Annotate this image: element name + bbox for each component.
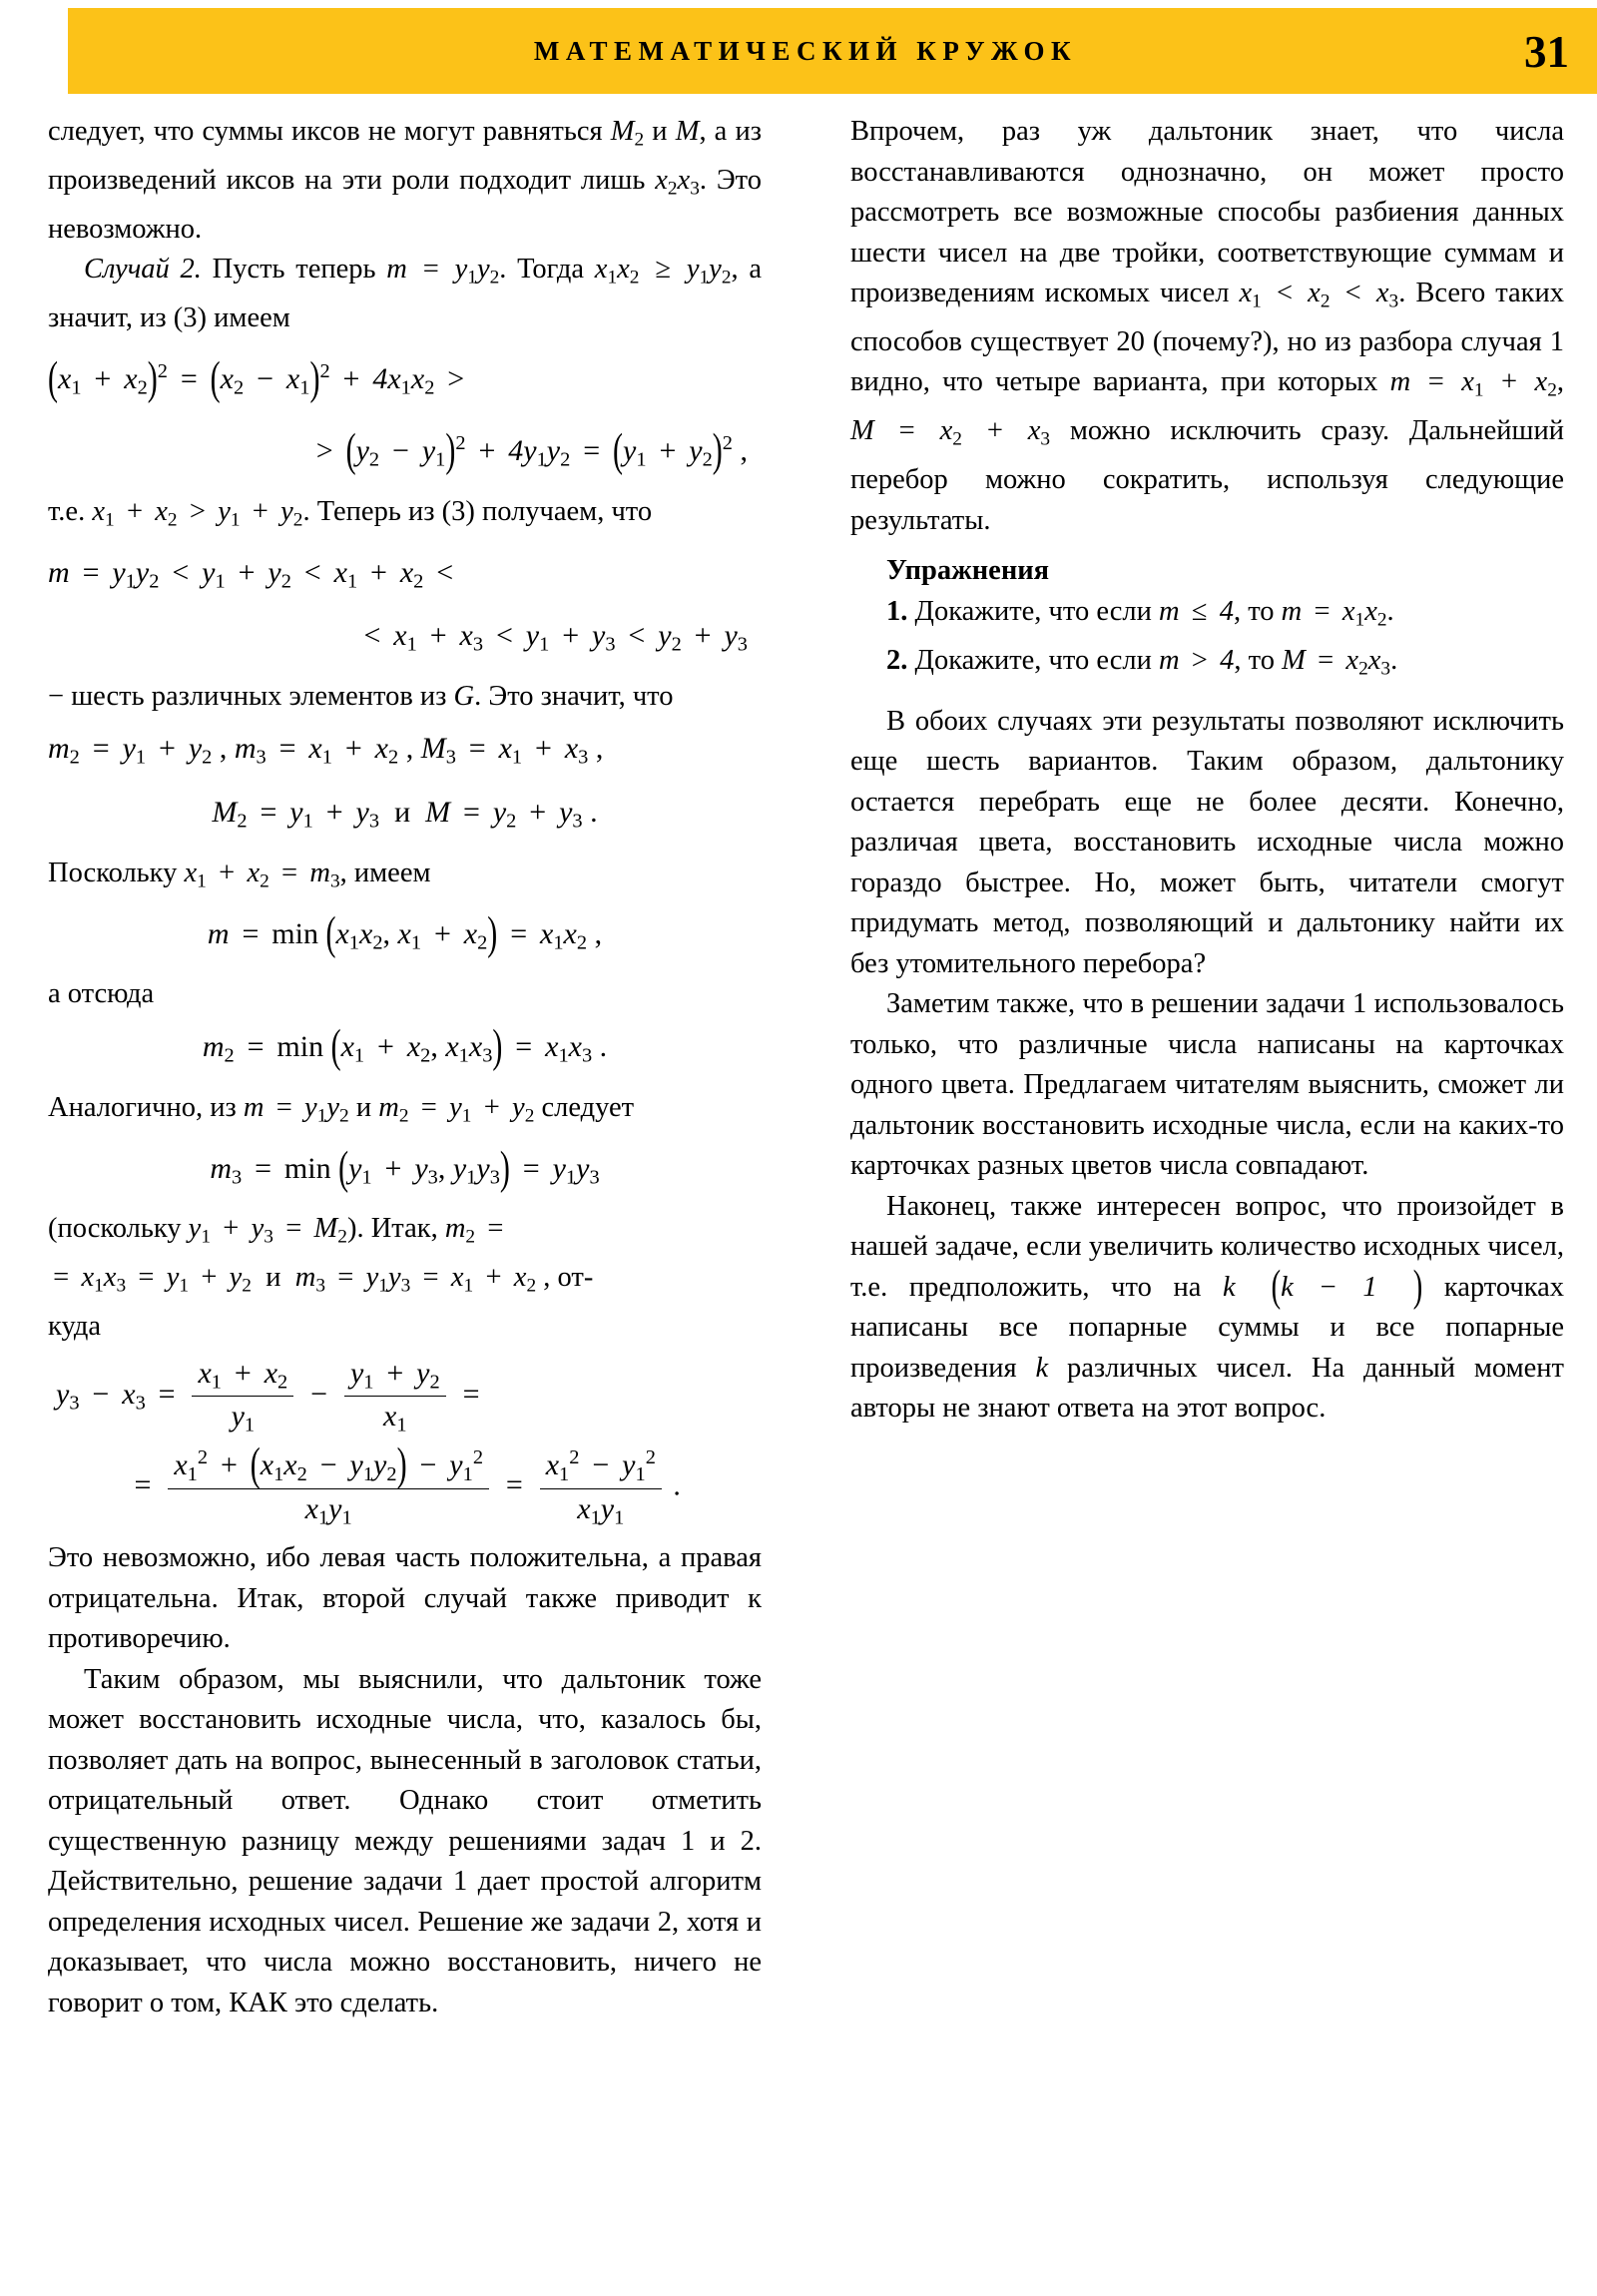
text-run: (поскольку xyxy=(48,1213,182,1245)
equation-min-m: $m = \min (x_1x_2$, $x_1 + x_2) = x_1x_2$ , xyxy=(207,907,603,959)
fraction-numerator: $x_1 + x_2$ xyxy=(192,1357,293,1398)
fraction-denominator: $x_1y_1$ xyxy=(304,1491,352,1529)
text-run: , а значит, из (3) имеем xyxy=(48,254,763,334)
text-run: и xyxy=(355,1091,372,1123)
math-m-eq-y1y2: $m = y_1y_2$ xyxy=(386,254,500,288)
math-k-k-minus-1: k (k − 1 ) xyxy=(1223,1262,1423,1311)
text-run: следует, что суммы иксов не могут равняться xyxy=(48,116,603,147)
exercise-item-2 xyxy=(850,641,1564,690)
math-x1-lt-x2-lt-x3: $x_1 < x_2 < x_3$ xyxy=(1239,278,1399,312)
paragraph-note: Заметим также, что в решении задачи 1 использовалось только, что различные числа написаны на карточках одного цвета. Предлагаем читателям выяснить, сможет ли дальтоник восстановить исходные числа, если на каких-то карточках разных цветов числа совпадают. xyxy=(850,988,1564,1182)
text-run: , а из произведений иксов на эти роли подходит лишь xyxy=(48,116,762,196)
equation-min-m2: $m_2 = \min (x_1 + x_2$, $x_1x_3) = x_1x_3$ . xyxy=(202,1020,608,1072)
text-run: , имеем xyxy=(339,857,431,888)
math-x1x2-ge-y1y2: $x_1x_2 \ge y_1y_2$ xyxy=(594,254,732,288)
fraction-numerator: $y_1 + y_2$ xyxy=(344,1357,446,1398)
paragraph-continuation xyxy=(48,112,762,250)
exercise-number: 1. xyxy=(886,595,908,627)
text-run: . Всего таких способов существует 20 (почему?), но из разбора случая 1 видно, что четыре варианта, при которых xyxy=(850,278,1565,398)
paragraph-itak: (поскольку $y_1 + y_3 = M_2$). Итак, $m_2$ = = $x_1x_3 = y_1 + y_2$ и $m_3 = y_1y_3 = x_1 + x_2$ , от- куда xyxy=(48,1213,594,1343)
fraction-denominator: $x_1$ xyxy=(383,1400,407,1436)
equation-fraction-line2: = $\frac{x_1^2 + (x_1x_2 - y_1y_2) - y_1^2}{x_1y_1}$ = $\frac{x_1^2 - y_1^2}{x_1y_1}$ . xyxy=(134,1438,681,1529)
math-M-eq-x2-plus-x3: $M = x_2 + x_3$ xyxy=(850,415,1051,450)
header-banner xyxy=(68,8,1597,94)
text-run: и xyxy=(644,116,676,147)
text-run: Впрочем, раз уж дальтоник знает, что числа восстанавливаются однозначно, он может просто рассмотреть все возможные способы разбиения данных шести чисел на две тройки, соответствующие суммам и произведениям искомых чисел xyxy=(850,116,1564,308)
text-run: − шесть различных элементов из xyxy=(48,680,447,712)
exercises-heading: Упражнения xyxy=(886,555,1050,587)
text-run: а отсюда xyxy=(48,978,155,1010)
paragraph-hence xyxy=(48,974,762,1015)
fraction-2 xyxy=(344,1357,446,1437)
text-run: Докажите, что если xyxy=(914,644,1152,676)
equation-fraction-line1: $y_3 - x_3$ = $\frac{x_1 + x_2}{y_1}$ − $\frac{y_1 + y_2}{x_1}$ = xyxy=(56,1356,480,1436)
text-run: куда xyxy=(48,1311,102,1343)
math-m-le-4: m ≤ 4 xyxy=(1158,595,1234,627)
fraction-numerator: $x_1^2 + (x_1x_2 - y_1y_2) - y_1^2$ xyxy=(168,1446,489,1489)
text-run: Докажите, что если xyxy=(914,595,1152,627)
text-run: . Тогда xyxy=(499,254,585,286)
text-run: , то xyxy=(1233,595,1275,627)
math-m-gt-4: m > 4 xyxy=(1158,644,1235,676)
paragraph-conclusion: Таким образом, мы выяснили, что дальтоник тоже может восстановить исходные числа, что, казалось бы, позволяет дать на вопрос, вынесенный в заголовок статьи, отрицательный ответ. Однако стоит отметить существенную разницу между решениями задач 1 и 2. Действительно, решение задачи 1 дает простой алгоритм определения исходных чисел. Решение же задачи 2, хотя и доказывает, что числа можно восстановить, ничего не говорит о том, КАК это сделать. xyxy=(48,1663,762,2018)
math-itak-line: = $x_1x_3 = y_1 + y_2$ xyxy=(53,1262,252,1297)
paragraph-analogously xyxy=(48,1088,762,1137)
math-M2: $M_2$ xyxy=(610,116,645,151)
exercise-item-1 xyxy=(850,592,1564,641)
page-title: МАТЕМАТИЧЕСКИЙ КРУЖОК xyxy=(533,36,1078,66)
text-run: Поскольку xyxy=(48,857,178,888)
text-run: Наконец, также интересен вопрос, что произойдет в нашей задаче, если увеличить количество исходных чисел, т.е. предположить, что на xyxy=(850,1190,1564,1303)
equation-chain-line2: < $x_1 + x_3 < y_1 + y_3 < y_2 + y_3$ xyxy=(363,619,748,656)
text-run: т.е. xyxy=(48,495,86,527)
text-run: . xyxy=(1390,644,1398,676)
text-run: Пусть теперь xyxy=(212,254,376,286)
math-y1y3-eq-M2: $y_1 + y_3 = M_2$ xyxy=(188,1213,347,1248)
math-m3-line: $m_3 = y_1y_3 = x_1 + x_2$ xyxy=(294,1262,537,1297)
paragraph-impossible: Это невозможно, ибо левая часть положительна, а правая отрицательна. Итак, второй случай также приводит к противоречию. xyxy=(48,1542,762,1655)
paragraph-finally xyxy=(850,1187,1564,1430)
text-run: следует xyxy=(541,1091,635,1123)
math-x1x2-gt-y1y2: $x_1 + x_2 > y_1 + y_2$ xyxy=(92,495,303,531)
math-k: k xyxy=(1035,1352,1049,1384)
paragraph-since xyxy=(48,854,762,902)
fraction-denominator: $x_1y_1$ xyxy=(577,1491,625,1529)
math-M-eq-x2x3: $M = x_2x_3$ xyxy=(1282,644,1391,680)
equation-1-line2: > $(y_2 - y_1)^2 + 4y_1y_2 = (y_1 + y_2)^2$ , xyxy=(315,424,748,476)
paragraph-six-elements xyxy=(48,677,762,718)
text-run: различных чисел. На данный момент авторы не знают ответа на этот вопрос. xyxy=(850,1352,1565,1425)
text-run: . xyxy=(1386,595,1394,627)
paragraph-both-cases: В обоих случаях эти результаты позволяют исключить еще шесть вариантов. Таким образом, дальтонику остается перебрать еще не более десяти. Конечно, различая цвета, восстановить исходные числа можно гораздо быстрее. Но, может быть, читатели смогут придумать метод, позволяющий и дальтонику найти их без утомительного перебора? xyxy=(850,705,1564,979)
fraction-numerator: $x_1^2 - y_1^2$ xyxy=(540,1446,662,1489)
left-column xyxy=(48,112,762,2023)
equation-min-m3: $m_3 = \min (y_1 + y_3$, $y_1y_3) = y_1y_3$ xyxy=(210,1142,600,1194)
math-m-eq-y1y2-b: $m = y_1y_2$ xyxy=(243,1091,349,1127)
fraction-1 xyxy=(192,1357,293,1437)
page-number: 31 xyxy=(1524,27,1569,77)
equation-chain-line1: $m = y_1y_2 < y_1 + y_2 < x_1 + x_2$ < xyxy=(48,555,454,593)
text-run: Аналогично, из xyxy=(48,1091,237,1123)
text-run: . Это невозможно. xyxy=(48,164,762,245)
text-run: , то xyxy=(1234,644,1275,676)
text-run: ). Итак, xyxy=(346,1213,438,1245)
equation-m-line1: $m_2 = y_1 + y_2$ , $m_3 = x_1 + x_2$ , $M_3 = x_1 + x_3$ , xyxy=(48,732,604,770)
paragraph-case2 xyxy=(48,250,762,338)
equation-m-line2: $M_2 = y_1 + y_3$ и $M = y_2 + y_3$ . xyxy=(212,796,598,833)
math-x1x2-eq-m3: $x_1 + x_2 = m_3$ xyxy=(184,857,340,892)
text-run: карточках написаны все попарные суммы и все попарные произведения xyxy=(850,1271,1565,1384)
text-run: . Теперь из (3) получаем, что xyxy=(302,495,653,527)
paragraph-te xyxy=(48,492,762,541)
text-run: . Это значит, что xyxy=(474,680,674,712)
text-run: , xyxy=(1556,366,1565,398)
case-label: Случай 2. xyxy=(84,254,202,286)
math-M: M xyxy=(675,116,700,147)
math-m-eq-x1x2: $m = x_1x_2$ xyxy=(1281,595,1387,631)
math-G: G xyxy=(453,680,475,712)
math-x2x3: $x_2x_3$ xyxy=(655,164,700,200)
exercise-number: 2. xyxy=(886,644,908,676)
paragraph-vprochem xyxy=(850,112,1564,541)
math-m2-tail: $m_2$ = xyxy=(444,1213,504,1248)
text-run: можно исключить сразу. Дальнейший перебор можно сократить, используя следующие результаты. xyxy=(850,415,1565,536)
equation-1-line1: $(x_1 + x_2)^2 = (x_2 - x_1)^2 + 4x_1x_2$ > xyxy=(48,352,465,404)
fraction-4 xyxy=(540,1446,662,1529)
math-m-eq-x1-plus-x2: $m = x_1 + x_2$ xyxy=(1389,366,1557,401)
math-m2-eq-y1-plus-y2: $m_2 = y_1 + y_2$ xyxy=(378,1091,535,1127)
fraction-denominator: $y_1$ xyxy=(231,1400,256,1436)
right-column xyxy=(850,112,1564,1430)
fraction-3 xyxy=(168,1438,489,1529)
